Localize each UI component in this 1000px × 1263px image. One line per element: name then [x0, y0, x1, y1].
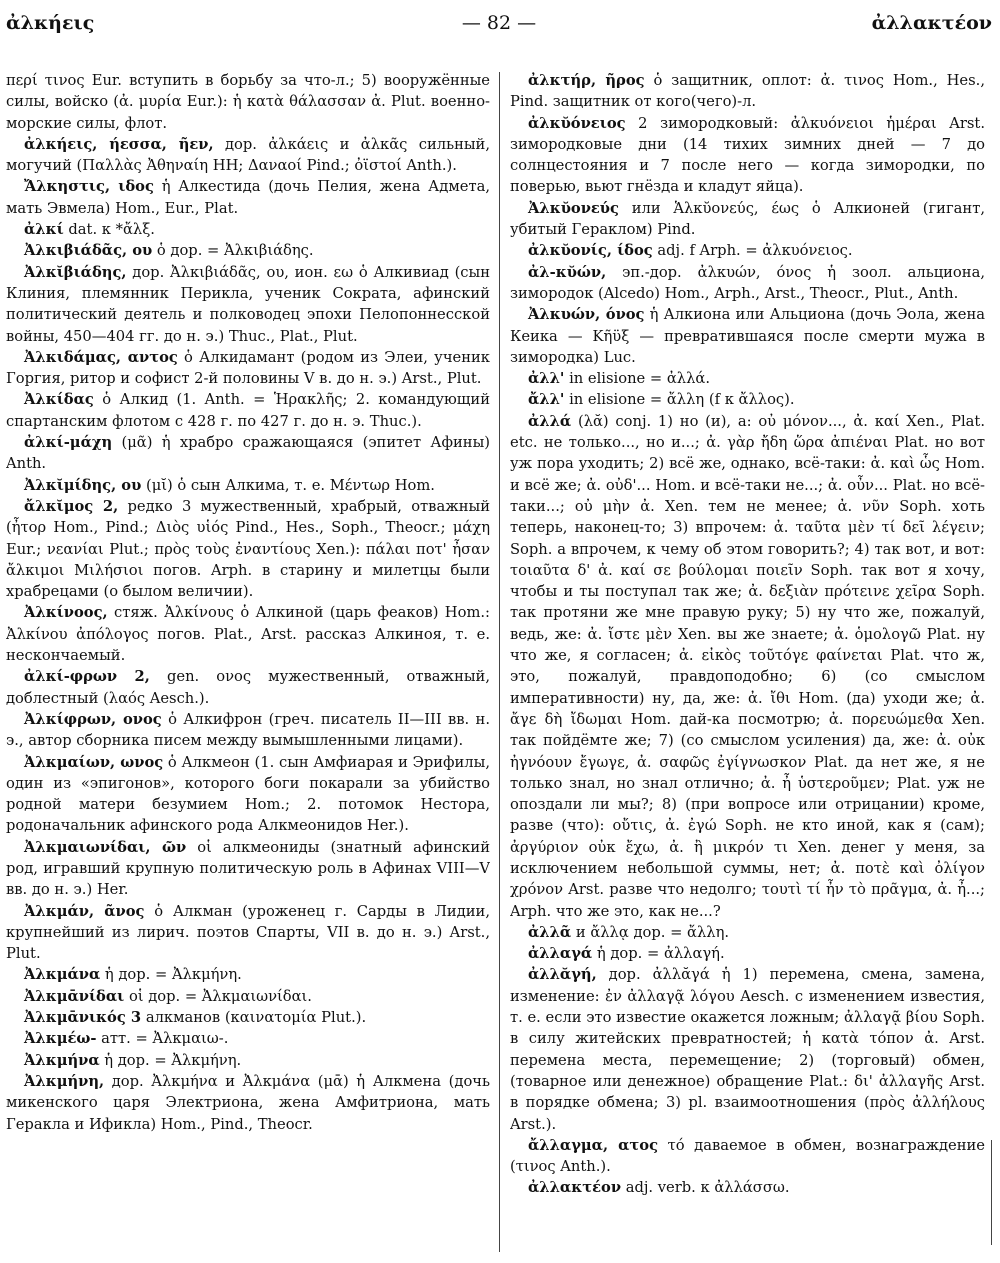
entry-headword: Ἀλκμάνα — [24, 966, 101, 984]
entry-headword: Ἀλκίνοος, — [24, 604, 108, 622]
entry-headword: ἀλλ' — [528, 370, 565, 388]
entry-headword: ἀλλά — [528, 412, 572, 430]
entry-definition: (μῐ) ὁ сын Алкима, т. е. Μέντωρ Hom. — [145, 476, 435, 494]
entry-definition: дор. ἀλκάεις и ἀλκᾶς сильный, могучий (Παλλὰς Ἀθηναίη HH; Δαναοί Pind.; ὀϊστοί Anth.). — [6, 135, 490, 175]
dictionary-entry — [510, 304, 985, 368]
entry-definition: ὁ защитник, оплот: ἀ. τινος Hom., Hes., Pind. защитник от кого(чего)-л. — [510, 72, 985, 111]
dictionary-entry — [6, 347, 490, 390]
dictionary-entry — [6, 1050, 490, 1071]
right-column — [510, 70, 985, 1263]
entry-definition: ὁ Алкифрон (греч. писатель II—III вв. н. э., автор сборника писем между вымышленными лицами). — [6, 710, 490, 750]
entry-definition: ὁ Алкидамант (родом из Элеи, ученик Горгия, ритор и софист 2-й половины V в. до н. э.) Arst., Plut. — [6, 348, 490, 388]
entry-definition: и ἄλλᾳ дор. = ἄλλη. — [575, 923, 730, 941]
dictionary-entry — [510, 240, 985, 261]
entry-definition: эп.-дор. ἀλκυών, όνος ἡ зоол. альциона, зимородок (Alcedo) Hom., Arph., Arst., Theocr., Plut., Anth. — [510, 263, 985, 302]
entry-headword: ἀλκτήρ, ῆρος — [528, 72, 645, 89]
entry-headword: ἀλκῠονίς, ίδος — [528, 242, 653, 260]
entry-headword: Ἀλκυών, όνος — [528, 306, 645, 324]
entry-definition: дор. Ἀλκμήνα и Ἀλκμάνα (μᾱ) ἡ Алкмена (дочь микенского царя Электриона, жена Амфитриона, мать Геракла и Ификла) Hom., Pind., Theocr. — [6, 1072, 490, 1133]
dictionary-entry — [510, 389, 985, 410]
dictionary-entry — [6, 1071, 490, 1135]
entry-headword: ἀλκήεις, ήεσσα, ῆεν, — [24, 135, 214, 153]
entry-definition: ἡ дор. = Ἀλκμήνη. — [104, 1051, 242, 1069]
dictionary-entry — [6, 262, 490, 347]
entry-definition: ἡ Алкестида (дочь Пелия, жена Адмета, мать Эвмела) Hom., Eur., Plat. — [6, 178, 490, 217]
entry-definition: adj. verb. к ἀλλάσσω. — [625, 1179, 790, 1197]
dictionary-entry — [510, 1177, 985, 1198]
entry-headword: Ἀλκιβιάδᾶς, ου — [24, 242, 153, 260]
entry-headword: ἄλκῐμος 2, — [24, 497, 119, 515]
entry-definition: дор. Ἀλκιβιάδᾶς, ου, ион. εω ὁ Алкивиад (сын Клиния, племянник Перикла, ученик Сократа, афинский политический деятель и полководец эпохи Пелопоннесской войны, 450—404 гг. до н. э.) Thuc., Plat., Plut. — [6, 263, 490, 345]
entry-definition: алкманов (καινατομία Plut.). — [145, 1009, 367, 1027]
entry-headword: Ἀλκμαίων, ωνος — [24, 753, 164, 771]
dictionary-entry — [6, 389, 490, 432]
dictionary-entry — [6, 432, 490, 475]
dictionary-entry — [6, 901, 490, 965]
entry-headword: ἀλκί-φρων 2, — [24, 668, 150, 686]
entry-headword: Ἀλκμήνη, — [24, 1072, 105, 1090]
entry-definition: in elisione = ἀλλά. — [569, 370, 710, 388]
entry-definition: ἡ Алкиона или Альциона (дочь Эола, жена Кеика — Κῆϋξ — превратившаяся после смерти мужа в зимородка) Luc. — [510, 306, 985, 366]
dictionary-entry — [510, 262, 985, 305]
entry-definition: in elisione = ἄλλη (f к ἄλλος). — [569, 391, 795, 409]
entry-definition: ὁ Алкман (уроженец г. Сарды в Лидии, крупнейший из лирич. поэтов Спарты, VII в. до н. э.) Arst., Plut. — [6, 902, 490, 963]
dictionary-entry — [6, 496, 490, 602]
entry-headword: Ἀλκῠονεύς — [528, 199, 619, 217]
entry-headword: Ἀλκῐβιάδης, — [24, 263, 127, 281]
dictionary-entry — [510, 198, 985, 241]
column-divider — [499, 72, 500, 1252]
dictionary-entry — [6, 240, 490, 261]
dictionary-entry — [510, 411, 985, 922]
dictionary-entry — [510, 922, 985, 943]
entry-definition: τό даваемое в обмен, вознаграждение (τινος Anth.). — [510, 1136, 985, 1176]
entry-headword: ἀλλᾶ — [528, 923, 572, 941]
page-number: — 82 — — [461, 12, 537, 34]
entry-definition: дор. ἀλλᾰγά ἡ 1) перемена, смена, замена, изменение: ἐν ἀλλαγᾷ λόγου Aesch. с изменением известия, т. е. если это известие окажется ложным; ἀλλαγᾷ βίου Soph. в силу житейских превратностей; ἡ κατὰ τόπον ἀ. Arst. перемена места, перемещение; 2) (торговый) обмен, (товарное или денежное) обращение Plat.: δι' ἀλλαγῆς Arst. в порядке обмена; 3) pl. взаимоотношения (πρὸς ἀλλήλους Arst.). — [510, 966, 985, 1133]
dictionary-entry — [6, 70, 490, 134]
entry-headword: Ἀλκμᾱνίδαι — [24, 987, 125, 1005]
entry-definition: gen. ονος мужественный, отважный, доблестный (λαός Aesch.). — [6, 668, 490, 707]
dictionary-entry — [6, 837, 490, 901]
entry-definition: ὁ Алкид (1. Anth. = Ἡρακλῆς; 2. командующий спартанским флотом с 428 г. по 427 г. до н. э. Thuc.). — [6, 391, 490, 430]
entry-definition: ὁ Алкмеон (1. сын Амфиарая и Эрифилы, один из «эпигонов», которого боги покарали за убийство родной матери безумием Hom.; 2. потомок Нестора, родоначальник афинского рода Алкмеонидов Her.). — [6, 753, 490, 835]
dictionary-entry — [6, 986, 490, 1007]
entry-headword: ἄλλ' — [528, 391, 565, 409]
entry-definition: 2 зимородковый: ἀλκυόνειοι ἡμέραι Arst. зимородковые дни (14 тихих зимних дней — 7 до солнцестояния и 7 после него — когда зимородки, по поверью, вьют гнёзда и кладут яйца). — [510, 114, 985, 196]
entry-headword: Ἀλκμάν, ᾶνος — [24, 902, 145, 920]
entry-headword: Ἀλκίφρων, ονος — [24, 710, 162, 728]
dictionary-entry — [6, 134, 490, 177]
entry-definition: атт. = Ἀλκμαιω-. — [101, 1030, 229, 1048]
dictionary-entry — [6, 709, 490, 752]
dictionary-entry — [510, 113, 985, 198]
entry-definition: (λᾰ) conj. 1) но (и), а: οὐ μόνον..., ἀ. καί Xen., Plat. etc. не только..., но и...; ἀ. γὰρ ἤδη ὥρα ἀπιέναι Plat. но вот уж пора уходить; 2) всё же, однако, всё-таки: ἀ. καὶ ὧς Hom. и всё же; ἀ. οὐδ'... Hom. и всё-таки не...; ἀ. οὖν... Plat. но всё-таки...; οὐ μὴν ἀ. Xen. тем не менее; ἀ. νῦν Soph. хоть теперь, наконец-то; 3) впрочем: ἀ. ταῦτα μὲν τί δεῖ λέγειν; Soph. а впрочем, к чему об этом говорить?; 4) так вот, и вот: τοιαῦτα δ' ἀ. καί σε βούλομαι ποιεῖν Soph. так вот я хочу, чтобы и ты поступал так же; ἀ. δεξιὰν πρότεινε χεῖρα Soph. так протяни же мне правую руку; 5) ну что же, пожалуй, ведь, же: ἀ. ἴστε μὲν Xen. вы же знаете; ἀ. ὁμολογῶ Plat. ну что же, я согласен; ἀ. εἰκὸς τοῦτόγε φαίνεται Plat. что ж, это, пожалуй, правдоподобно; 6) (со смыслом императивности) ну, да, же: ἀ. ἴθι Hom. (да) уходи же; ἀ. ἄγε δὴ ἴδωμαι Hom. дай-ка посмотрю; ἀ. πορευώμεθα Xen. так пойдёмте же; 7) (со смыслом усиления) да, же: ἀ. οὐκ ἠγνόουν ἔγωγε, ἀ. σαφῶς ἐγίγνωσκον Plat. да нет же, я не только знал, но знал отлично; ἀ. ἦ ὑστεροῦμεν; Plat. уж не опоздали ли мы?; 8) (при вопросе или отрицании) кроме, разве (что): οὔτις, ἀ. ἐγώ Soph. не кто иной, как я (сам); ἀργύριον οὐκ ἔχω, ἀ. ἢ μικρόν τι Xen. денег у меня, за исключением небольшой суммы, нет; ἀ. ποτὲ καὶ ὀλίγον χρόνον Arst. разве что недолго; τουτὶ τί ἦν τὸ πρᾶγμα, ἀ. ἦ...; Arph. что же это, как не...? — [510, 412, 985, 920]
dictionary-entry — [6, 176, 490, 219]
dictionary-entry — [510, 943, 985, 964]
entry-definition: ὁ дор. = Ἀλκιβιάδης. — [156, 242, 314, 260]
entry-definition: или Ἁλκῠονεύς, έως ὁ Алкионей (гигант, убитый Гераклом) Pind. — [510, 199, 985, 239]
dictionary-entry — [510, 964, 985, 1134]
entry-definition: редко 3 мужественный, храбрый, отважный (ἦτορ Hom., Pind.; Διὸς υἱός Pind., Hes., Soph., Theocr.; μάχη Eur.; νεανίαι Plut.; πρὸς τοὺς ἐναντίους Xen.): πάλαι ποτ' ἦσαν ἄλκιμοι Μιλήσιοι погов. Arph. в старину и милетцы были храбрецами (о былом величии). — [6, 497, 490, 601]
dictionary-entry — [6, 964, 490, 985]
entry-headword: ἀλκί-μάχη — [24, 434, 113, 452]
entry-headword: Ἀλκμέω- — [24, 1030, 97, 1048]
entry-definition: οἱ дор. = Ἀλκμαιωνίδαι. — [128, 987, 312, 1005]
dictionary-entry — [6, 752, 490, 837]
dictionary-entry — [6, 666, 490, 709]
entry-headword: Ἀλκμᾱνικός 3 — [24, 1009, 142, 1027]
header-right-guide-word: ἀλλακτέον — [871, 12, 992, 34]
entry-definition: ἡ дор. = Ἀλκμήνη. — [104, 966, 242, 984]
left-column — [6, 70, 490, 1263]
entry-headword: ἄλλαγμα, ατος — [528, 1136, 659, 1154]
entry-headword: ἀλ-κῠών, — [528, 263, 607, 281]
dictionary-entry — [510, 1135, 985, 1178]
header-left-guide-word: ἀλκήεις — [6, 12, 95, 34]
entry-definition: (μᾶ) ἡ храбро сражающаяся (эпитет Афины) Anth. — [6, 434, 490, 473]
entry-headword: ἀλλακτέον — [528, 1179, 622, 1197]
entry-definition: dat. к *ἄλξ. — [68, 221, 155, 239]
entry-headword: Ἀλκμήνα — [24, 1051, 100, 1069]
dictionary-entry — [510, 368, 985, 389]
dictionary-entry — [6, 1028, 490, 1049]
entry-definition: περί τινος Eur. вступить в борьбу за что-л.; 5) вооружённые силы, войско (ἀ. μυρία Eur.): ἡ κατὰ θάλασσαν ἀ. Plut. военно-морские силы, флот. — [6, 72, 490, 132]
entry-headword: ἀλλᾰγή, — [528, 966, 597, 984]
entry-definition: ἡ дор. = ἀλλαγή. — [596, 945, 725, 963]
entry-definition: οἱ алкмеониды (знатный афинский род, игравший крупную политическую роль в Афинах VIII—V вв. до н. э.) Her. — [6, 838, 490, 899]
entry-definition: adj. f Arph. = ἀλκυόνειος. — [657, 242, 853, 260]
dictionary-entry — [6, 602, 490, 666]
dictionary-entry — [6, 1007, 490, 1028]
dictionary-entry — [510, 70, 985, 113]
entry-headword: Ἄλκηστις, ιδος — [24, 178, 154, 196]
entry-definition: стяж. Ἀλκίνους ὁ Алкиной (царь феаков) Hom.: Ἀλκίνου ἀπόλογος погов. Plat., Arst. рассказ Алкиноя, т. е. нескончаемый. — [6, 604, 490, 665]
entry-headword: Ἀλκίδας — [24, 391, 94, 409]
margin-line — [991, 1140, 992, 1245]
entry-headword: Ἀλκιδάμας, αντος — [24, 348, 178, 366]
dictionary-entry — [6, 219, 490, 240]
entry-headword: Ἀλκῐμίδης, ου — [24, 476, 142, 494]
entry-headword: ἀλλαγά — [528, 945, 593, 963]
dictionary-entry — [6, 475, 490, 496]
entry-headword: Ἀλκμαιωνίδαι, ῶν — [24, 838, 187, 856]
entry-headword: ἀλκῠόνειος — [528, 114, 626, 132]
entry-headword: ἀλκί — [24, 221, 64, 239]
page-header — [6, 12, 992, 42]
